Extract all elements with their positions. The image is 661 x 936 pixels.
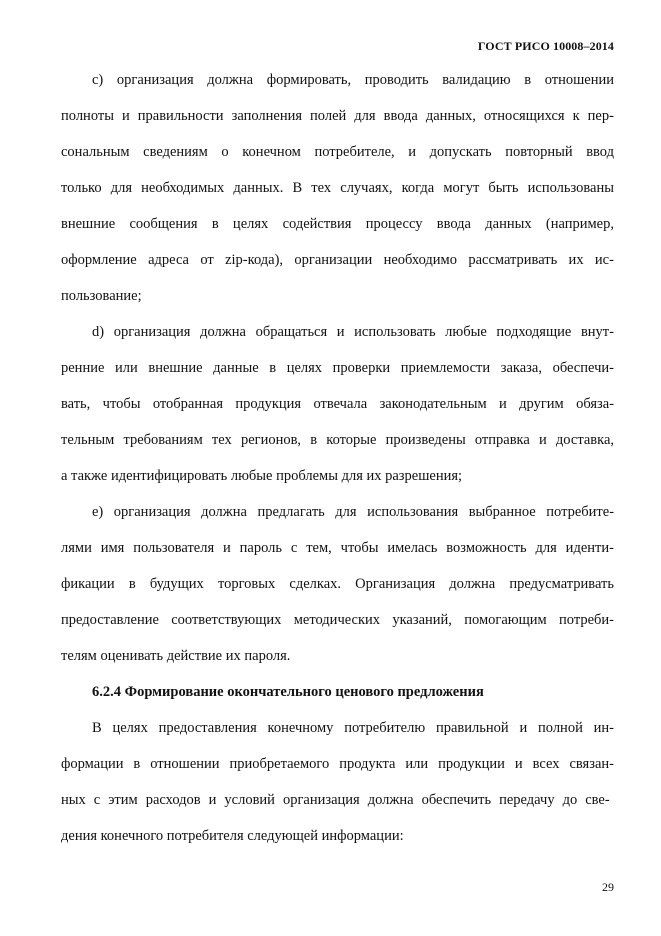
text-line: только для необходимых данных. В тех случаях, когда могут быть использованы: [61, 180, 614, 196]
page-number: 29: [602, 880, 614, 894]
text-line: пользование;: [61, 288, 142, 304]
document-body: [61, 62, 614, 854]
text-line: дения конечного потребителя следующей информации:: [61, 828, 404, 844]
text-line: В целях предоставления конечному потребителю правильной и полной ин-: [92, 720, 614, 736]
text-line: а также идентифицировать любые проблемы для их разрешения;: [61, 468, 463, 484]
text-line: e) организация должна предлагать для использования выбранное потребите-: [92, 504, 615, 520]
text-line: предоставление соответствующих методических указаний, помогающим потреби-: [61, 612, 615, 628]
text-line: ренние или внешние данные в целях проверки приемлемости заказа, обеспечи-: [61, 360, 614, 376]
text-line: фикации в будущих торговых сделках. Организация должна предусматривать: [61, 576, 614, 592]
text-line: d) организация должна обращаться и использовать любые подходящие внут-: [92, 324, 614, 340]
text-line: вать, чтобы отобранная продукция отвечала законодательным и другим обяза-: [61, 396, 615, 412]
text-line: сональным сведениям о конечном потребителе, и допускать повторный ввод: [61, 144, 615, 160]
text-line: тельным требованиям тех регионов, в которые произведены отправка и доставка,: [61, 432, 615, 448]
text-line: телям оценивать действие их пароля.: [61, 648, 291, 664]
text-line: оформление адреса от zip-кода), организации необходимо рассматривать их ис-: [61, 252, 614, 268]
text-line: внешние сообщения в целях содействия процессу ввода данных (например,: [61, 216, 614, 232]
text-line: формации в отношении приобретаемого продукта или продукции и всех связан-: [61, 756, 614, 772]
text-line: лями имя пользователя и пароль с тем, чтобы имелась возможность для иденти-: [61, 540, 614, 556]
text-line: ных с этим расходов и условий организация должна обеспечить передачу до све-: [61, 792, 610, 808]
text-line: c) организация должна формировать, проводить валидацию в отношении: [92, 72, 614, 88]
text-line: полноты и правильности заполнения полей для ввода данных, относящихся к пер-: [61, 108, 614, 124]
standard-header: ГОСТ РИСО 10008–2014: [477, 39, 614, 53]
section-heading: 6.2.4 Формирование окончательного ценового предложения: [92, 684, 484, 700]
